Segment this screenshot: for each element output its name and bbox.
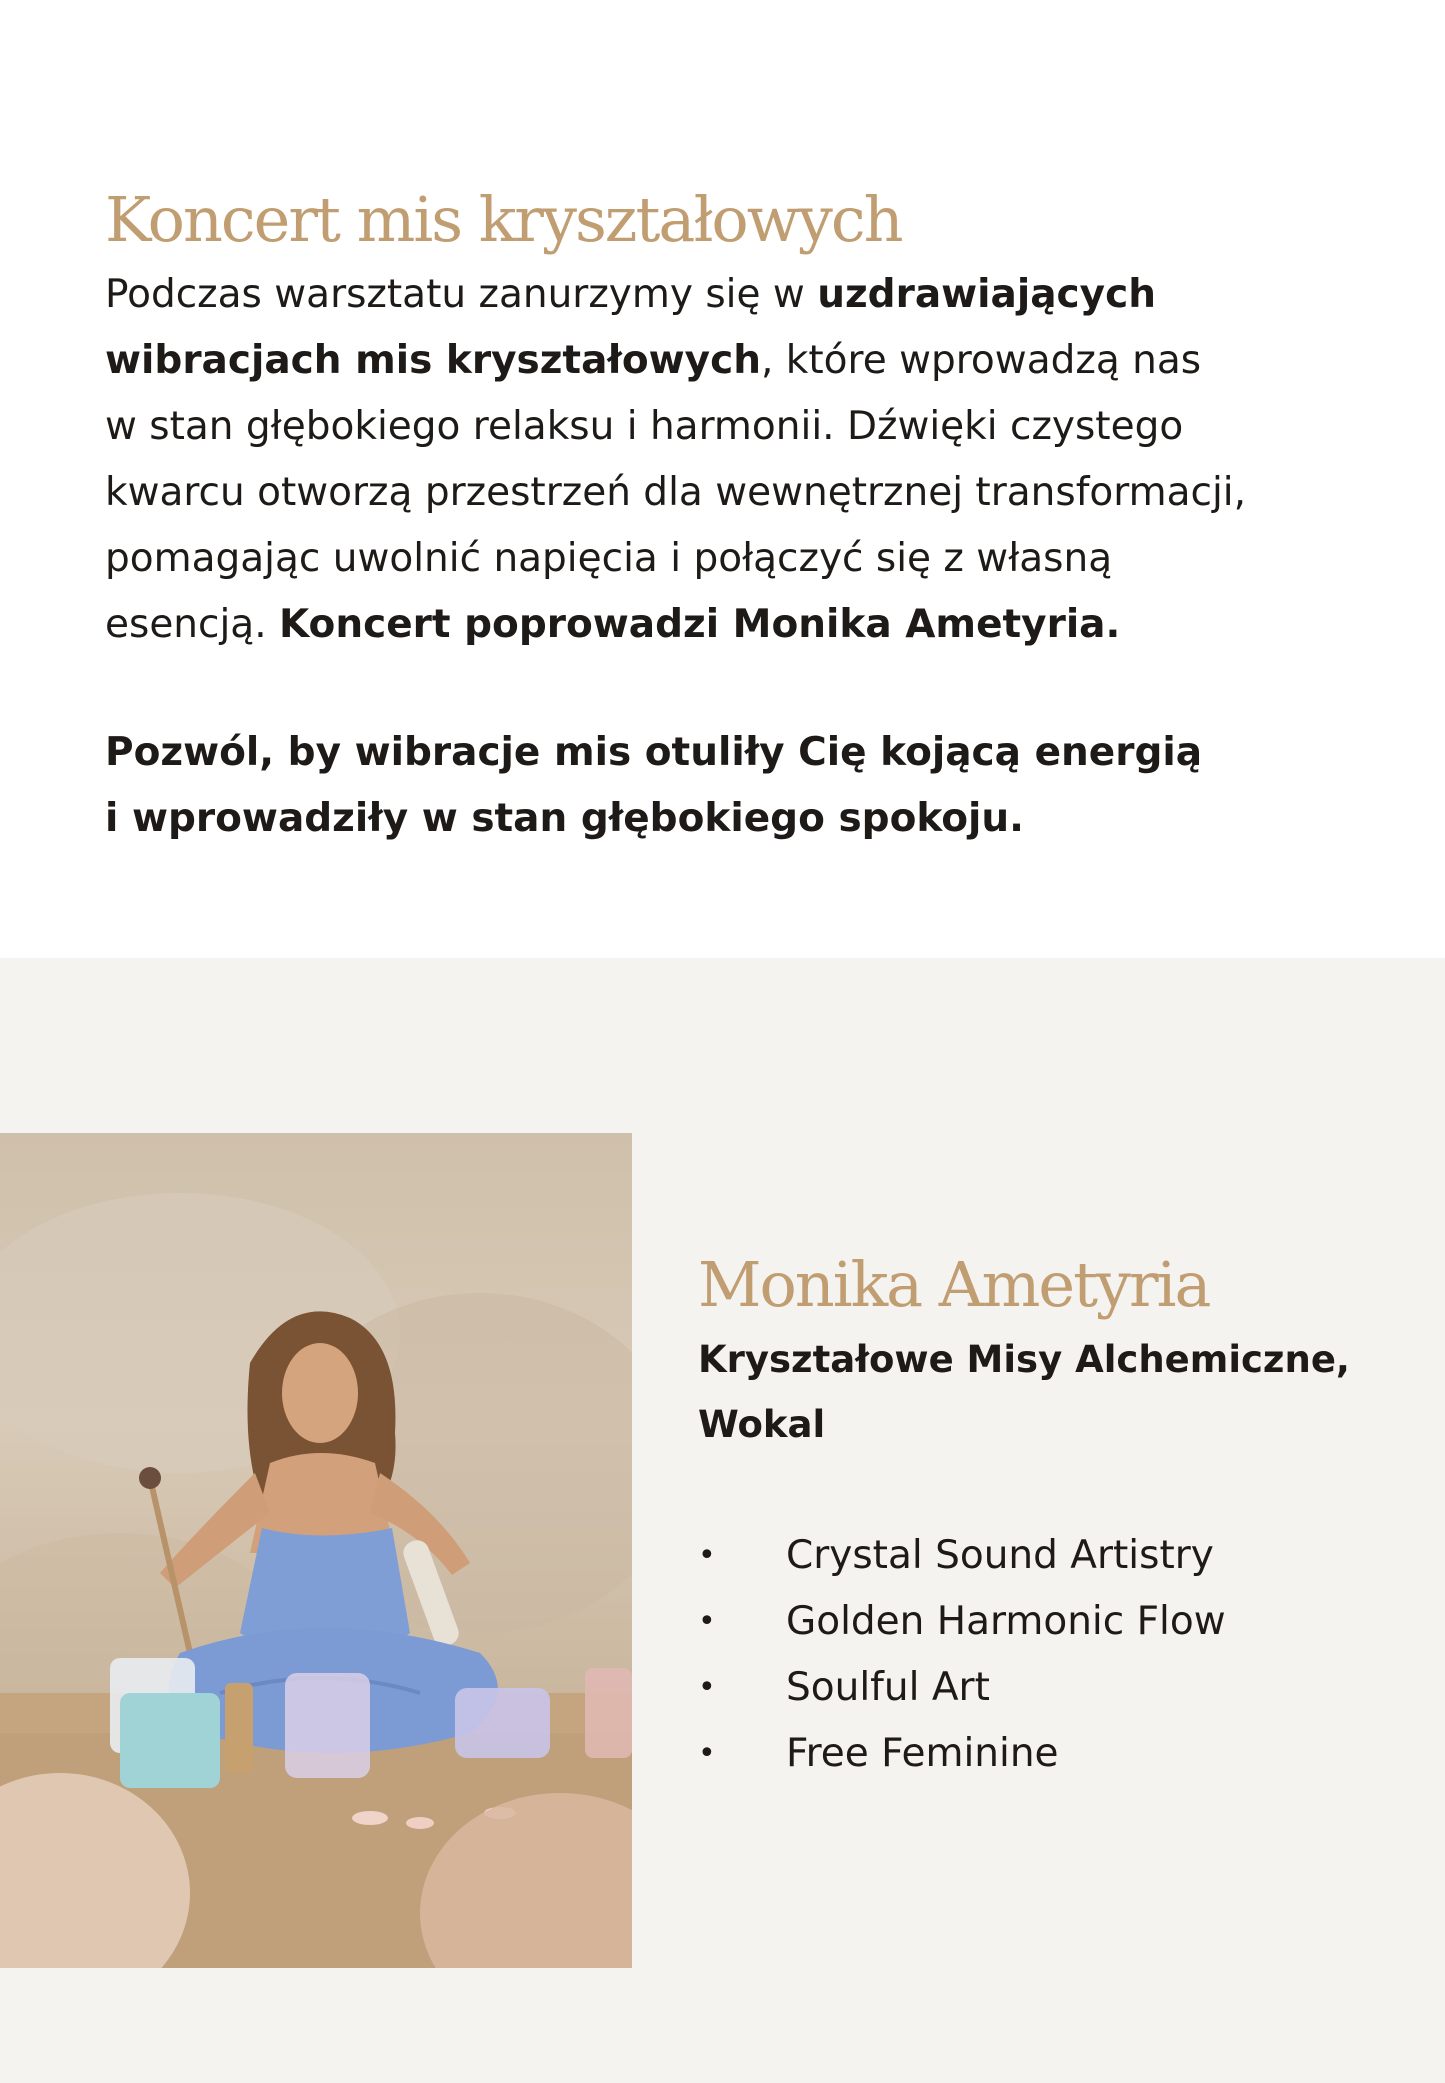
- host-statement: Koncert poprowadzi Monika Ametyria.: [279, 602, 1121, 647]
- concert-call-to-action: [105, 720, 1405, 852]
- artist-role-line: Wokal: [698, 1403, 826, 1446]
- description-line: pomagając uwolnić napięcia i połączyć się z własną: [105, 536, 1113, 581]
- artist-role-line: Kryształowe Misy Alchemiczne,: [698, 1338, 1350, 1381]
- description-emphasis: uzdrawiających: [817, 272, 1156, 317]
- artist-photo-illustration: [0, 1133, 632, 1968]
- description-line: [105, 592, 1405, 658]
- description-text: esencją.: [105, 602, 279, 647]
- description-line: w stan głębokiego relaksu i harmonii. Dźwięki czystego: [105, 404, 1184, 449]
- concert-section: [0, 0, 1445, 958]
- skill-label: Golden Harmonic Flow: [786, 1599, 1226, 1644]
- artist-role: [698, 1327, 1398, 1457]
- description-line: [105, 328, 1405, 394]
- description-line: [105, 262, 1405, 328]
- bullet-icon: •: [698, 1538, 716, 1573]
- description-line: kwarcu otworzą przestrzeń dla wewnętrznej transformacji,: [105, 470, 1247, 515]
- concert-title: Koncert mis kryształowych: [105, 183, 902, 256]
- artist-name: Monika Ametyria: [698, 1248, 1210, 1321]
- bullet-icon: •: [698, 1604, 716, 1639]
- description-emphasis: wibracjach mis kryształowych: [105, 338, 761, 383]
- call-line: i wprowadziły w stan głębokiego spokoju.: [105, 796, 1024, 841]
- skill-label: Free Feminine: [786, 1731, 1059, 1776]
- description-text: Podczas warsztatu zanurzymy się w: [105, 272, 818, 317]
- description-text: , które wprowadzą nas: [761, 338, 1202, 383]
- bullet-icon: •: [698, 1670, 716, 1705]
- skill-label: Crystal Sound Artistry: [786, 1533, 1214, 1578]
- artist-photo: [0, 1133, 632, 1968]
- bullet-icon: •: [698, 1736, 716, 1771]
- concert-description: [105, 262, 1405, 658]
- skill-label: Soulful Art: [786, 1665, 990, 1710]
- call-line: Pozwól, by wibracje mis otuliły Cię kojącą energią: [105, 730, 1203, 775]
